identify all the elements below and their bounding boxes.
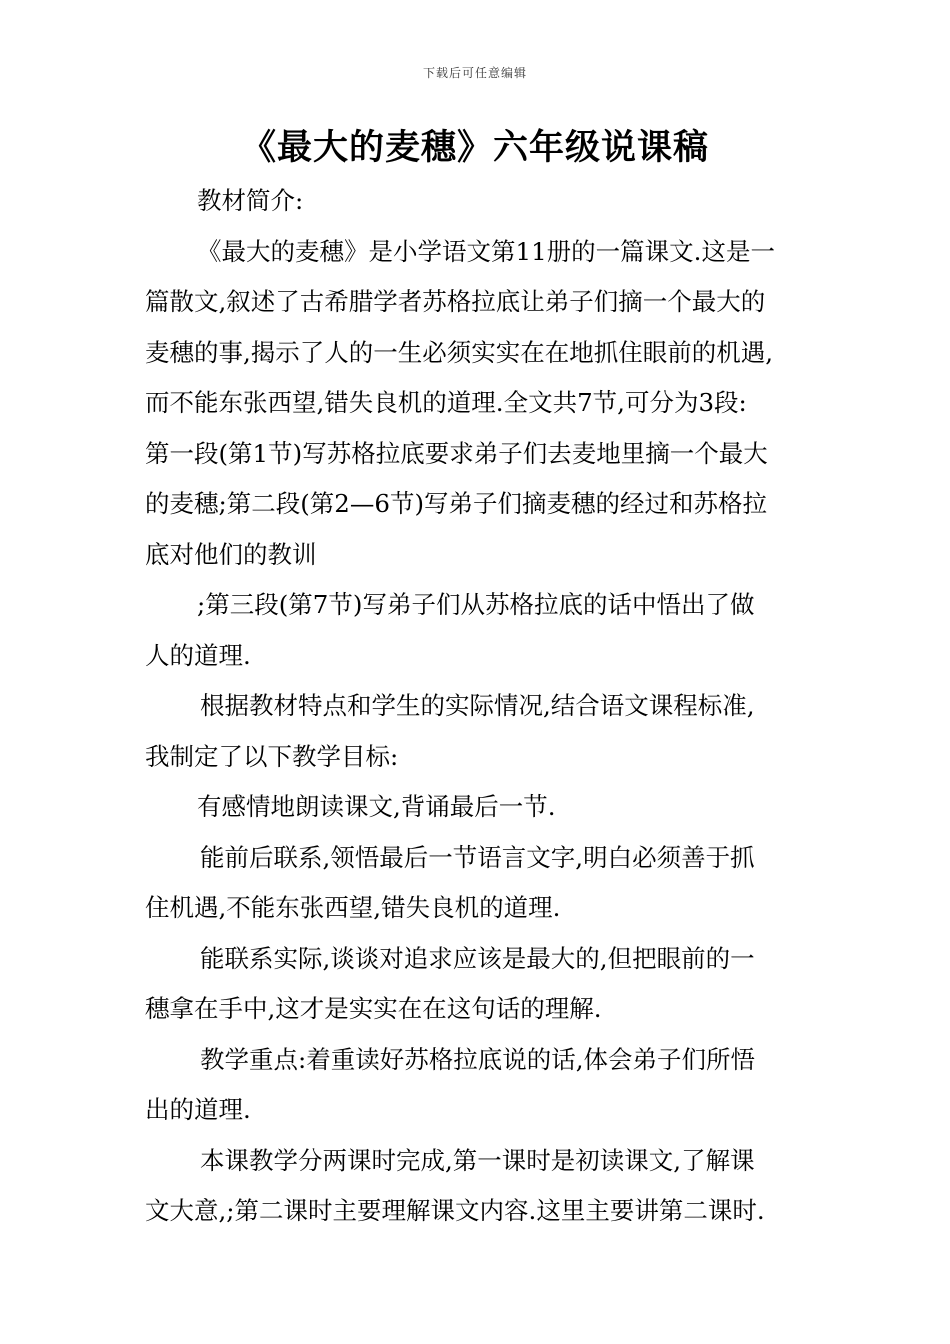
header-note: 下载后可任意编辑 [422, 66, 527, 80]
document-title: 《最大的麦穗》六年级说课稿 [240, 128, 709, 168]
objective-3: 能联系实际,谈谈对追求应该是最大的,但把眼前的一 [200, 943, 755, 973]
body-line: 底对他们的教训 [145, 539, 317, 569]
objective-1: 有感情地朗读课文,背诵最后一节. [197, 792, 556, 821]
body-line: 根据教材特点和学生的实际情况,结合语文课程标准, [200, 691, 755, 720]
body-line: 人的道理. [145, 640, 251, 670]
teaching-focus: 教学重点:着重读好苏格拉底说的话,体会弟子们所悟 [200, 1044, 756, 1074]
body-line: 篇散文,叙述了古希腊学者苏格拉底让弟子们摘一个最大的 [145, 287, 766, 316]
body-line: 第一段(第1节)写苏格拉底要求弟子们去麦地里摘一个最大 [145, 438, 768, 468]
body-line: ;第三段(第7节)写弟子们从苏格拉底的话中悟出了做 [197, 590, 755, 619]
section-heading-materials: 教材简介: [197, 186, 304, 215]
document-body [145, 176, 810, 1237]
body-line: 出的道理. [145, 1095, 251, 1124]
body-line: 麦穗的事,揭示了人的一生必须实实在在地抓住眼前的机遇, [145, 337, 774, 367]
body-line: 的麦穗;第二段(第2—6节)写弟子们摘麦穗的经过和苏格拉 [145, 489, 768, 518]
body-line: 我制定了以下教学目标: [145, 741, 399, 771]
lesson-plan: 本课教学分两课时完成,第一课时是初读课文,了解课 [200, 1145, 755, 1175]
body-line: 《最大的麦穗》是小学语文第11册的一篇课文.这是一 [197, 236, 775, 266]
body-line: 穗拿在手中,这才是实实在在这句话的理解. [145, 994, 602, 1023]
body-line: 而不能东张西望,错失良机的道理.全文共7节,可分为3段: [145, 388, 747, 417]
body-line: 住机遇,不能东张西望,错失良机的道理. [145, 893, 561, 922]
objective-2: 能前后联系,领悟最后一节语言文字,明白必须善于抓 [200, 842, 755, 872]
body-line: 文大意,;第二课时主要理解课文内容.这里主要讲第二课时. [145, 1196, 765, 1225]
